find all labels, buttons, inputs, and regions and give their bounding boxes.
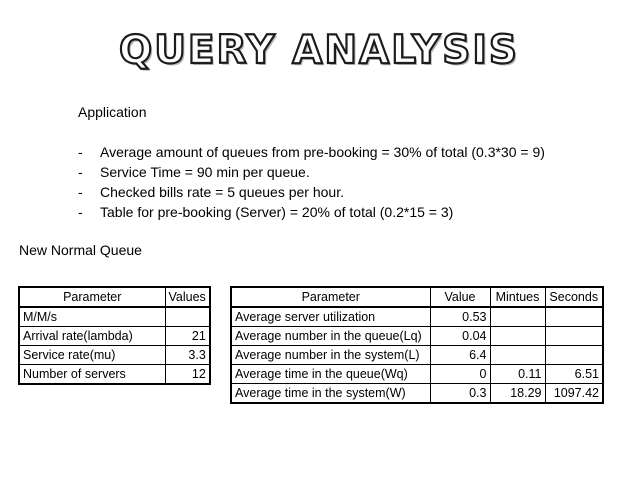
table-cell: 0.11 [490, 365, 545, 384]
table-cell [165, 307, 210, 327]
bullet-list [78, 142, 545, 222]
table-cell: 0.04 [430, 327, 490, 346]
table-cell: 21 [165, 327, 210, 346]
table-cell: Average number in the system(L) [231, 346, 430, 365]
table-cell: Service rate(mu) [19, 346, 165, 365]
table-cell: 0.53 [430, 307, 490, 327]
table-row [231, 384, 603, 404]
bullet-text: Service Time = 90 min per queue. [100, 164, 310, 180]
table-cell: Average server utilization [231, 307, 430, 327]
table-cell: Arrival rate(lambda) [19, 327, 165, 346]
table-row [19, 307, 210, 327]
table-cell: 6.51 [545, 365, 603, 384]
table-row [231, 365, 603, 384]
table-header-row [231, 287, 603, 307]
table-cell: 3.3 [165, 346, 210, 365]
table-cell [490, 346, 545, 365]
table-cell: 0.3 [430, 384, 490, 404]
column-header-values: Values [165, 287, 210, 307]
table-row [231, 307, 603, 327]
column-header-minutes: Mintues [490, 287, 545, 307]
bullet-dash: - [78, 164, 83, 180]
bullet-text: Checked bills rate = 5 queues per hour. [100, 184, 344, 200]
table-cell [545, 307, 603, 327]
table-cell [490, 327, 545, 346]
column-header-parameter: Parameter [19, 287, 165, 307]
table-row [19, 346, 210, 365]
table-cell: 18.29 [490, 384, 545, 404]
table-cell: 12 [165, 365, 210, 385]
table-cell: Average time in the queue(Wq) [231, 365, 430, 384]
table-row [19, 365, 210, 385]
table-cell [490, 307, 545, 327]
table-row [231, 327, 603, 346]
table-cell: 1097.42 [545, 384, 603, 404]
bullet-dash: - [78, 144, 83, 160]
table-cell: Average number in the queue(Lq) [231, 327, 430, 346]
column-header-value: Value [430, 287, 490, 307]
page-title: QUERY ANALYSIS [119, 28, 519, 73]
table-cell: 0 [430, 365, 490, 384]
table-row [231, 346, 603, 365]
table-cell [545, 346, 603, 365]
parameters-table [18, 286, 211, 385]
table-header-row [19, 287, 210, 307]
table-cell: Number of servers [19, 365, 165, 385]
table-cell [545, 327, 603, 346]
bullet-item [78, 202, 545, 222]
bullet-dash: - [78, 184, 83, 200]
application-label: Application [78, 104, 147, 120]
column-header-seconds: Seconds [545, 287, 603, 307]
bullet-item [78, 142, 545, 162]
bullet-text: Average amount of queues from pre-booking = 30% of total (0.3*30 = 9) [100, 144, 545, 160]
table-cell: 6.4 [430, 346, 490, 365]
table-row [19, 327, 210, 346]
column-header-parameter: Parameter [231, 287, 430, 307]
bullet-item [78, 162, 545, 182]
bullet-text: Table for pre-booking (Server) = 20% of total (0.2*15 = 3) [100, 204, 454, 220]
table-cell: M/M/s [19, 307, 165, 327]
section-label: New Normal Queue [19, 242, 142, 258]
results-table [230, 286, 604, 404]
table-cell: Average time in the system(W) [231, 384, 430, 404]
bullet-item [78, 182, 545, 202]
bullet-dash: - [78, 204, 83, 220]
